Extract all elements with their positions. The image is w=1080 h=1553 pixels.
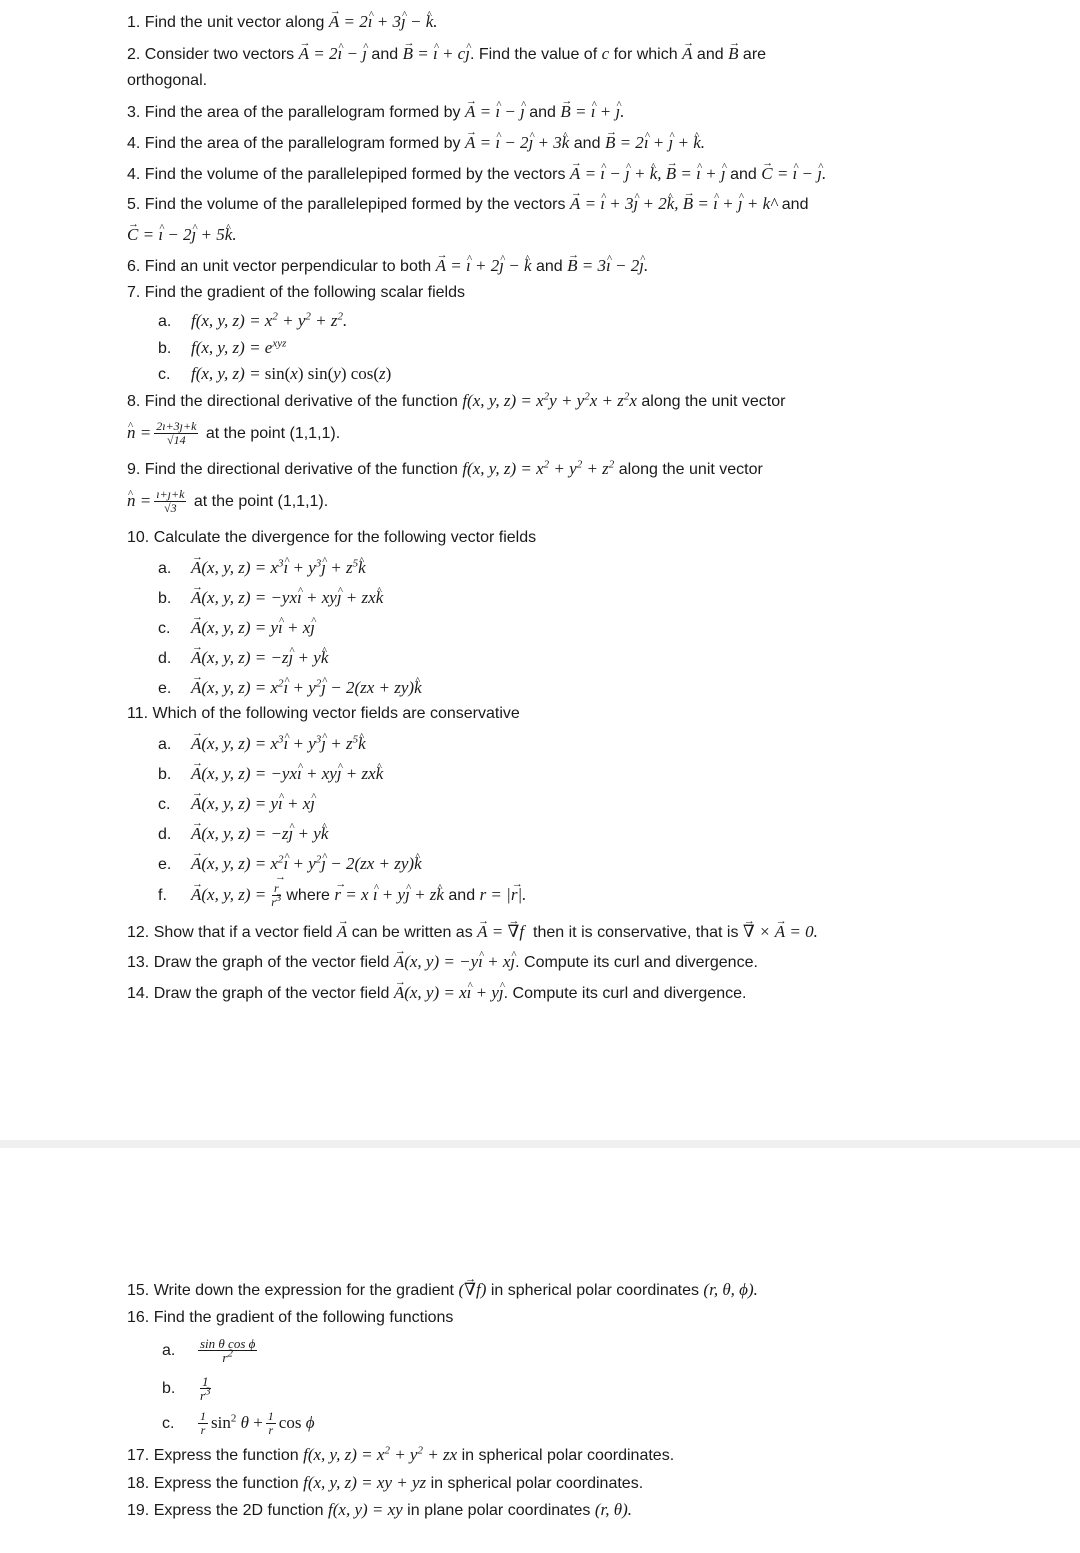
question-10e: e. A →(x, y, $z) = x^2ı$ ^ + $y^2ȷ$ ^ − 2(zx + zy)k ^ [158, 678, 422, 699]
worksheet-page-2 [0, 1148, 1080, 1553]
question-14: 14. Draw the graph of the vector field A →(x, y) = xı ^ + yȷ ^. Compute its curl and divergence. [127, 983, 746, 1004]
question-8-vector: n ^ = $\frac{2ı+3ȷ+k}{√14}$ at the point (1,1,1). [127, 418, 340, 449]
question-11a: a. A →(x, y, $z) = x^3ı$ ^ + $y^3ȷ$ ^ + $z^5k$ ^ [158, 734, 366, 755]
question-11c: c. A →(x, y, z) = yı ^ + xȷ ^ [158, 794, 315, 815]
question-3: 3. Find the area of the parallelogram formed by A → = ı ^ − ȷ ^ and B → = ı ^ + ȷ ^. [127, 102, 624, 123]
question-2: 2. Consider two vectors A → = 2ı ^ − ȷ ^ and B → = ı ^ + cȷ ^. Find the value of c for which A → and B → are [127, 44, 766, 65]
question-11d: d. A →(x, y, z) = −zȷ ^ + yk ^ [158, 824, 328, 845]
question-9-vector: n ^ = $\frac{ı+ȷ+k}{√3}$ at the point (1,1,1). [127, 486, 328, 517]
question-10a: a. A →(x, y, $z) = x^3ı$ ^ + $y^3ȷ$ ^ + $z^5k$ ^ [158, 558, 366, 579]
question-5-continued: C → = ı ^ − 2ȷ ^ + 5k ^. [127, 225, 237, 246]
question-4-volume: 4. Find the volume of the parallelepiped formed by the vectors A → = ı ^ − ȷ ^ + k ^, B → = ı ^ + ȷ ^ and C → = ı ^ − ȷ ^. [127, 164, 826, 185]
question-6: 6. Find an unit vector perpendicular to both A → = ı ^ + 2ȷ ^ − k ^ and B → = 3ı ^ − 2ȷ ^. [127, 256, 648, 277]
question-1: 1. Find the unit vector along A → = 2ı ^ + 3ȷ ^ − k ^. [127, 12, 438, 33]
question-11: 11. Which of the following vector fields are conservative [127, 705, 520, 722]
question-4-area: 4. Find the area of the parallelogram formed by A → = ı ^ − 2ȷ ^ + 3k ^ and B → = 2ı ^ + ȷ ^ + k ^. [127, 133, 705, 154]
question-16a: a. $\frac{\text{sin θ cos ϕ}}{r^2}$ [162, 1336, 256, 1366]
question-10c: c. A →(x, y, z) = yı ^ + xȷ ^ [158, 618, 315, 639]
question-11e: e. A →(x, y, $z) = x^2ı$ ^ + $y^2ȷ$ ^ − 2(zx + zy)k ^ [158, 854, 422, 875]
question-16: 16. Find the gradient of the following functions [127, 1309, 454, 1326]
question-16c: c. $\frac{1}{r}$ $\sin^2 \theta$ + $\frac{1}{r}$ cos ϕ [162, 1409, 315, 1438]
question-7c: c. f(x, y, z) = sin(x) sin(y) cos(z) [158, 364, 392, 383]
question-16b: b. $\frac{1}{r^3}$ [162, 1374, 211, 1404]
question-7b: b. f(x, y, $z) = e^{xyz}$ [158, 337, 287, 357]
question-7a: a. f(x, y, $z) = x^2 + y^2 + z^2$. [158, 310, 348, 330]
question-5: 5. Find the volume of the parallelepiped formed by the vectors A → = ı ^ + 3ȷ ^ + 2k ^, B → = ı ^ + ȷ ^ + k^ and [127, 194, 808, 215]
question-10b: b. A →(x, y, z) = −yxı ^ + xyȷ ^ + zxk ^ [158, 588, 383, 609]
question-18: 18. Express the function f(x, y, z) = xy + yz in spherical polar coordinates. [127, 1473, 644, 1492]
question-10: 10. Calculate the divergence for the following vector fields [127, 529, 537, 546]
question-10d: d. A →(x, y, z) = −zȷ ^ + yk ^ [158, 648, 328, 669]
question-8: 8. Find the directional derivative of the function f(x, y, $z) = x^2y + y^2x + z^2x$ along the unit vector [127, 390, 786, 410]
question-15: 15. Write down the expression for the gradient (∇ →f) in spherical polar coordinates (r, θ, ϕ). [127, 1280, 758, 1301]
question-19: 19. Express the 2D function f(x, y) = xy in plane polar coordinates (r, θ). [127, 1500, 633, 1519]
question-11b: b. A →(x, y, z) = −yxı ^ + xyȷ ^ + zxk ^ [158, 764, 383, 785]
question-9: 9. Find the directional derivative of the function f(x, y, $z) = x^2 + y^2 + z^2$ along the unit vector [127, 458, 763, 478]
question-7: 7. Find the gradient of the following scalar fields [127, 284, 465, 301]
question-12: 12. Show that if a vector field A → can be written as A → = ∇ →f then it is conservative, that is ∇ → × A → = 0. [127, 922, 818, 943]
question-17: 17. Express the function f(x, y, $z) = x^2 + y^2$ + zx in spherical polar coordinates. [127, 1444, 675, 1464]
question-11f: f. A →(x, y, z) = $\frac{r \to}{r^3}$ where r → = x ı ^ + yȷ ^ + zk ^ and r = |r →|. [158, 880, 526, 911]
question-13: 13. Draw the graph of the vector field A →(x, y) = −yı ^ + xȷ ^. Compute its curl and divergence. [127, 952, 758, 973]
question-2-continued: orthogonal. [127, 72, 208, 89]
page-separator [0, 1140, 1080, 1148]
